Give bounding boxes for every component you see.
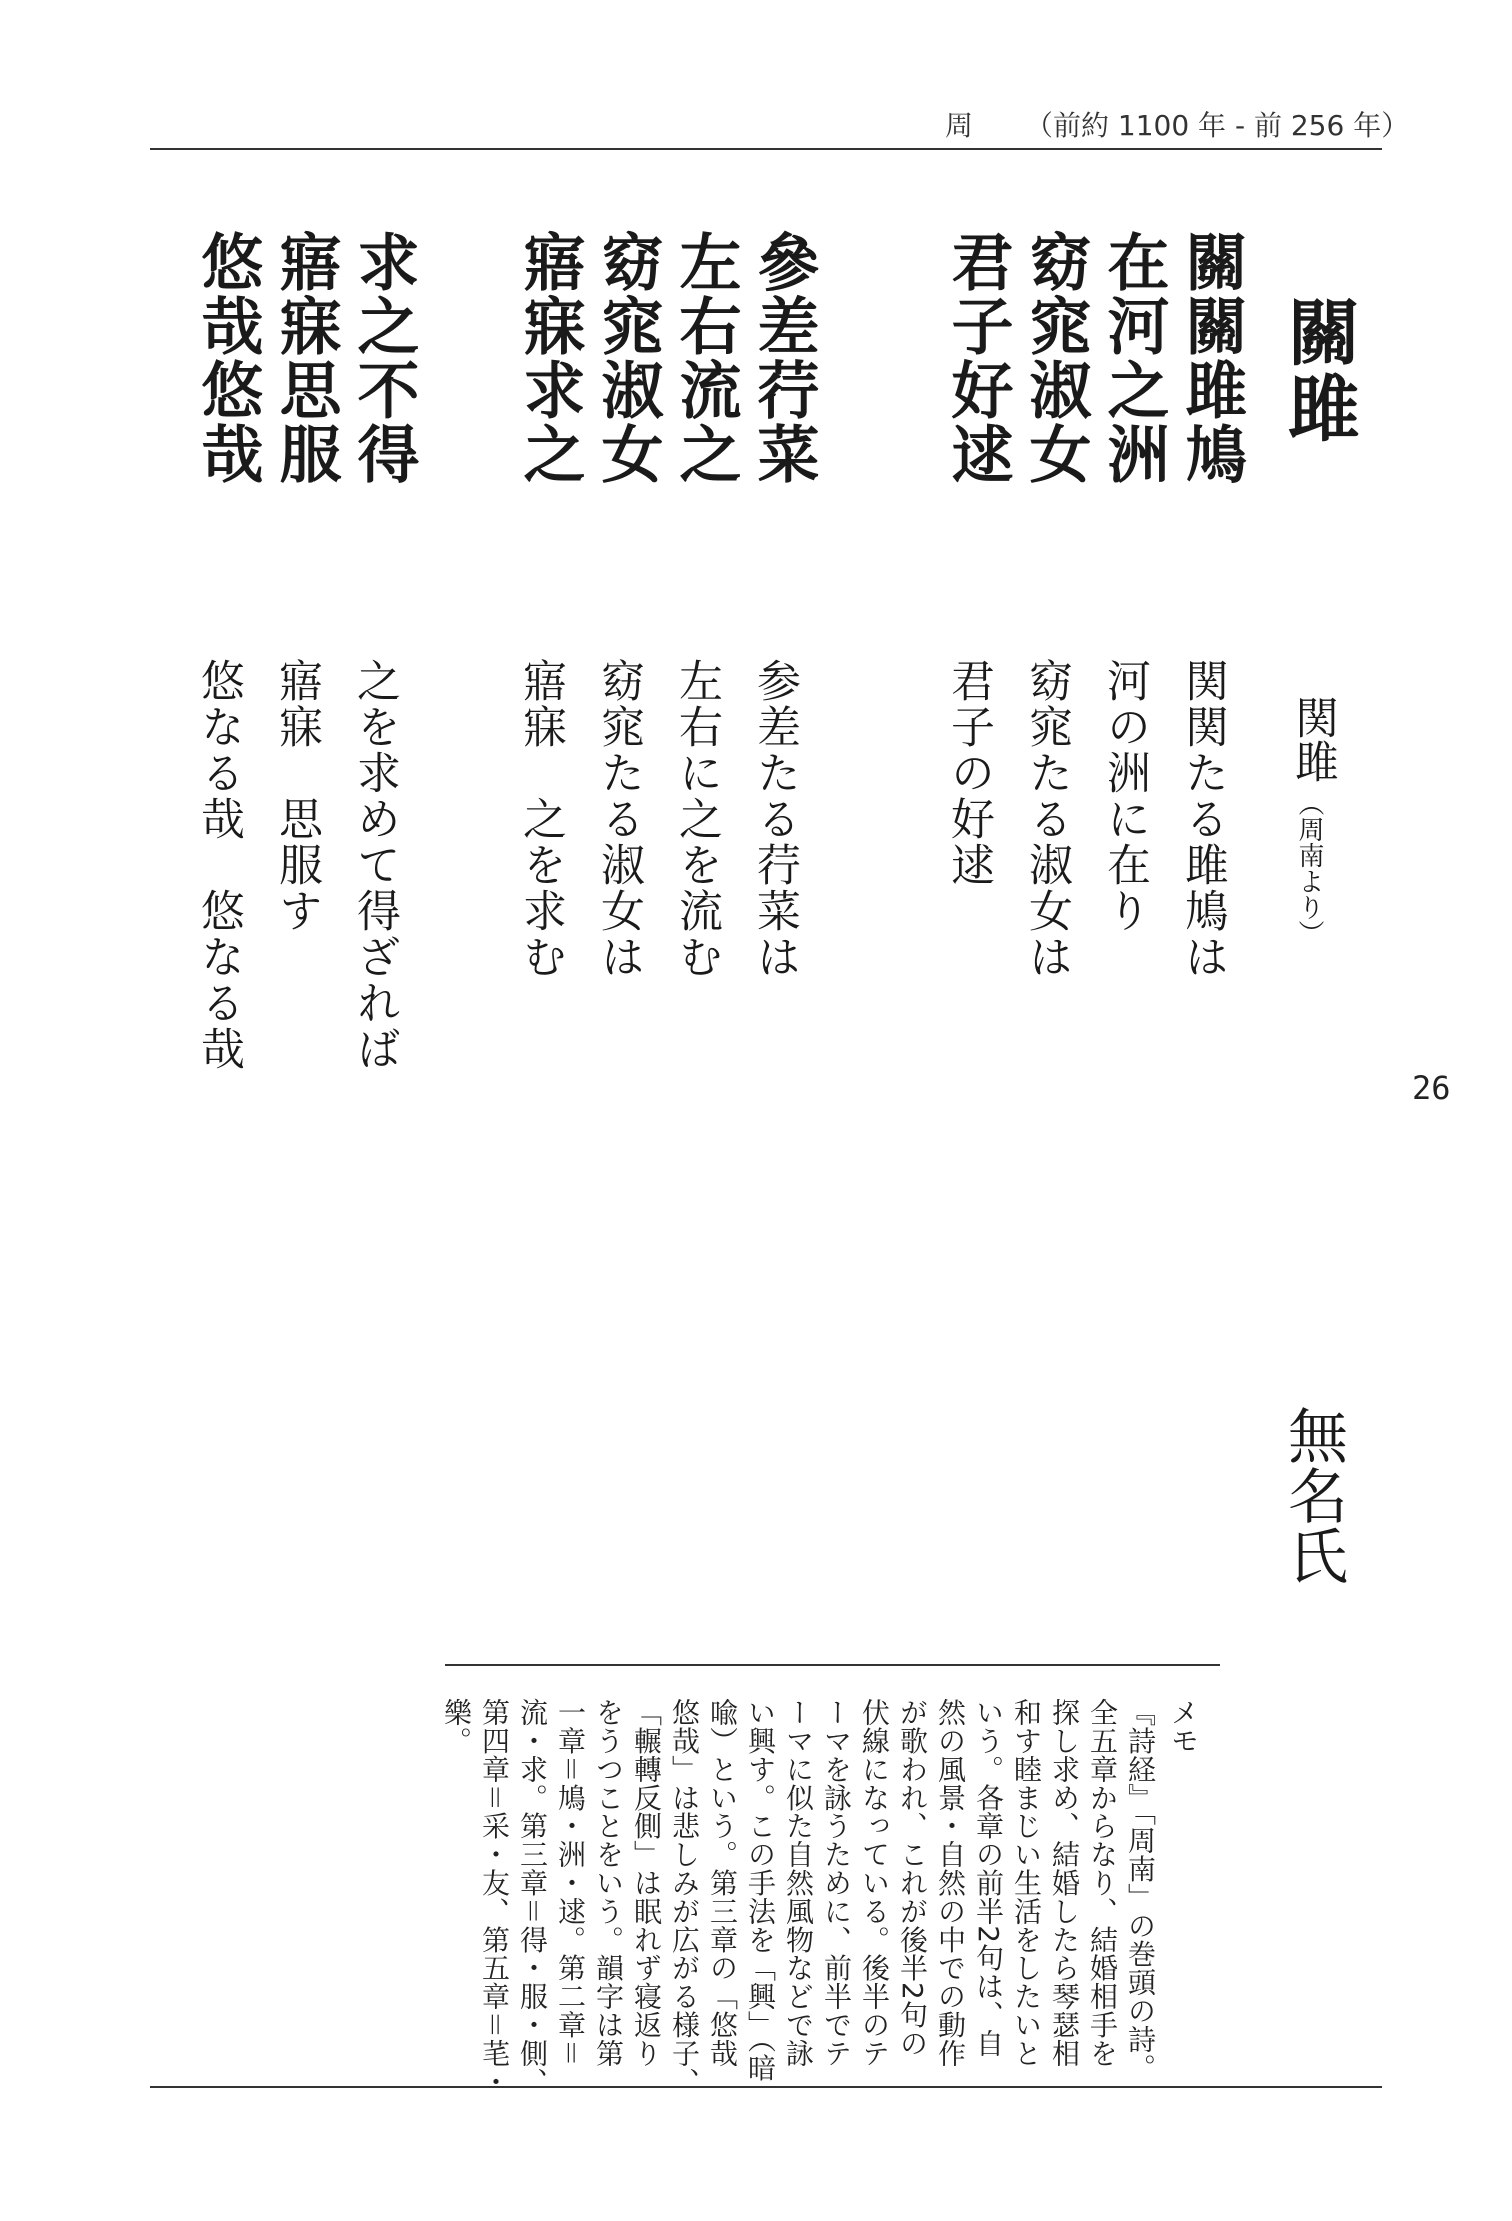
memo-line: 伏線になっている。後半のテ xyxy=(858,1698,891,2068)
dynasty-label: 周 xyxy=(945,109,974,142)
memo-line: ーマを詠うために、前半でテ xyxy=(820,1698,853,2068)
yomi-title: 関雎 xyxy=(1287,695,1338,783)
original-line: 悠哉悠哉 xyxy=(191,230,264,486)
author-name: 無名氏 xyxy=(1278,1405,1348,1585)
yomi-line: 窈窕たる淑女は xyxy=(593,658,644,980)
memo-line: ーマに似た自然風物などで詠 xyxy=(782,1698,815,2068)
yomi-line: 左右に之を流む xyxy=(671,658,722,980)
original-line: 左右流之 xyxy=(669,230,742,486)
yomi-line: 関関たる雎鳩は xyxy=(1177,658,1228,980)
memo-line: 「輾轉反側」は眠れず寝返り xyxy=(630,1698,663,2068)
original-line: 參差荇菜 xyxy=(747,230,820,486)
original-line: 在河之洲 xyxy=(1097,230,1170,486)
yomi-line: 寤寐 思服す xyxy=(271,658,322,934)
memo-line: 然の風景・自然の中での動作 xyxy=(934,1698,967,2068)
memo-line: をうつことをいう。韻字は第 xyxy=(592,1698,625,2068)
original-line: 窈窕淑女 xyxy=(591,230,664,486)
yomi-line: 君子の好逑 xyxy=(943,658,994,888)
memo-label: メモ xyxy=(1167,1698,1200,1754)
memo-line: 流・求。第三章＝得・服・側、 xyxy=(516,1698,549,2096)
yomi-line: 窈窕たる淑女は xyxy=(1021,658,1072,980)
yomi-line: 参差たる荇菜は xyxy=(749,658,800,980)
period-label: （前約 1100 年 - 前 256 年） xyxy=(1025,109,1410,142)
original-line: 關關雎鳩 xyxy=(1175,230,1248,486)
header-rule xyxy=(150,148,1382,150)
original-line: 求之不得 xyxy=(347,230,420,486)
original-line: 寤寐思服 xyxy=(269,230,342,486)
memo-line: い興す。この手法を「興」（暗 xyxy=(744,1698,777,2082)
original-line: 寤寐求之 xyxy=(513,230,586,486)
yomi-line: 之を求めて得ざれば xyxy=(349,658,400,1072)
yomi-line: 悠なる哉 悠なる哉 xyxy=(193,658,244,1072)
memo-line: 喩）という。第三章の「悠哉 xyxy=(706,1698,739,2068)
memo-line: 第四章＝采・友、第五章＝芼・ xyxy=(478,1698,511,2096)
source-note: （周南より） xyxy=(1294,790,1324,946)
memo-line: 全五章からなり、結婚相手を xyxy=(1086,1698,1119,2068)
yomi-line: 河の洲に在り xyxy=(1099,658,1150,934)
yomi-line: 寤寐 之を求む xyxy=(515,658,566,980)
original-line: 君子好逑 xyxy=(941,230,1014,486)
original-line: 窈窕淑女 xyxy=(1019,230,1092,486)
memo-line: いう。各章の前半2句は、自 xyxy=(972,1698,1005,2058)
memo-line: 悠哉」は悲しみが広がる様子、 xyxy=(668,1698,701,2096)
memo-line: 探し求め、結婚したら琴瑟相 xyxy=(1048,1698,1081,2068)
poem-title: 關雎 xyxy=(1276,295,1361,447)
memo-line: 一章＝鳩・洲・逑。第二章＝ xyxy=(554,1698,587,2068)
memo-line: 和す睦まじい生活をしたいと xyxy=(1010,1698,1043,2068)
memo-rule xyxy=(445,1664,1220,1666)
memo-line: 『詩経』「周南」の巻頭の詩。 xyxy=(1124,1698,1157,2082)
page-number: 26 xyxy=(1412,1069,1451,1107)
memo-line: 樂。 xyxy=(440,1698,473,1755)
memo-line: が歌われ、これが後半2句の xyxy=(896,1698,929,2058)
footer-rule xyxy=(150,2086,1382,2088)
